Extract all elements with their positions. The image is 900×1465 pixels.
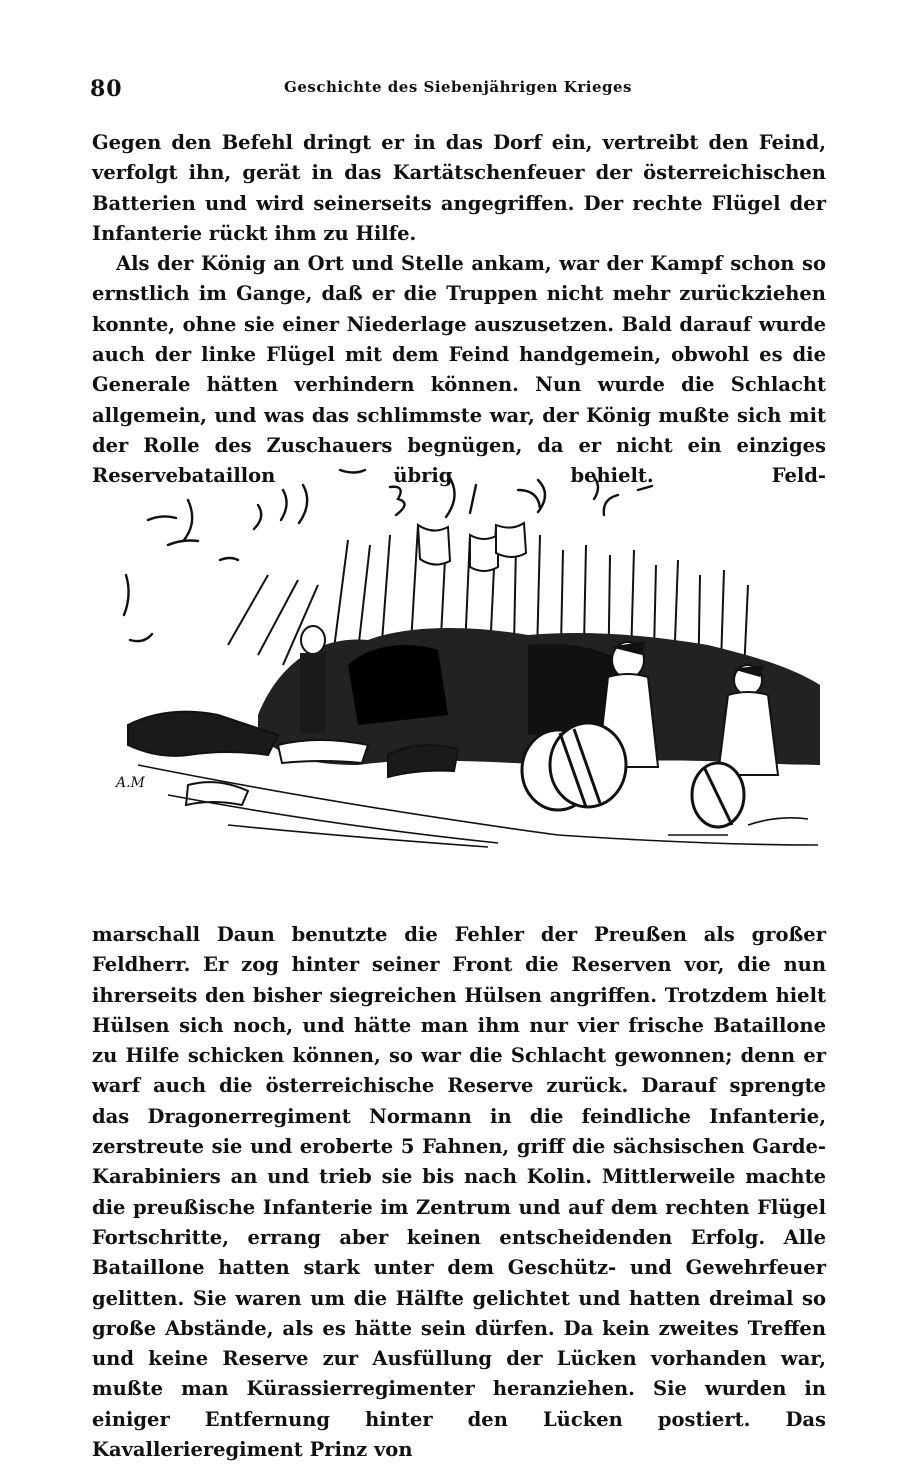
flags — [418, 523, 526, 571]
text-block-bottom — [92, 920, 826, 1465]
page-number: 80 — [90, 76, 123, 102]
running-title: Geschichte des Siebenjährigen Krieges — [284, 78, 632, 96]
paragraph: Gegen den Befehl dringt er in das Dorf ein, vertreibt den Feind, verfolgt ihn, gerät in das Kartätschenfeuer der österreichischen Batterien und wird seinerseits angegriffen. Der rechte Flügel der Infanterie rückt ihm zu Hilfe. — [92, 131, 826, 245]
battle-engraving — [108, 465, 820, 855]
paragraph: Als der König an Ort und Stelle ankam, war der Kampf schon so ernstlich im Gange, daß er die Truppen nicht mehr zurückziehen konnte, ohne sie einer Niederlage auszusetzen. Bald darauf wurde auch der linke Flügel mit dem Feind handgemein, obwohl es die Generale hätten verhindern können. Nun wurde die Schlacht allgemein, und was das schlimmste war, der König mußte sich mit der Rolle des Zuschauers begnügen, da er nicht ein einziges Reservebataillon übrig behielt. Feld- — [92, 252, 826, 488]
battle-illustration — [108, 465, 820, 855]
paragraph: marschall Daun benutzte die Fehler der Preußen als großer Feldherr. Er zog hinter seiner Front die Reserven vor, die nun ihrerseits den bisher siegreichen Hülsen angriffen. Trotzdem hielt Hülsen sich noch, und hätte man ihm nur vier frische Bataillone zu Hilfe schicken können, so war die Schlacht gewonnen; denn er warf auch die österreichische Reserve zurück. Darauf sprengte das Dragonerregiment Normann in die feindliche Infanterie, zerstreute sie und eroberte 5 Fahnen, griff die sächsischen Garde-Karabiniers an und trieb sie bis nach Kolin. Mittlerweile machte die preußische Infanterie im Zentrum und auf dem rechten Flügel Fortschritte, errang aber keinen entscheidenden Erfolg. Alle Bataillone hatten stark unter dem Geschütz- und Gewehrfeuer gelitten. Sie waren um die Hälfte gelichtet und hatten dreimal so große Abstände, als es hätte sein dürfen. Da kein zweites Treffen und keine Reserve zur Ausfüllung der Lücken vorhanden war, mußte man Kürassierregimenter heranziehen. Sie wurden in einiger Entfernung hinter den Lücken postiert. Das Kavallerieregiment Prinz von — [92, 923, 826, 1462]
artist-signature: A.M — [116, 775, 145, 791]
text-block-top — [92, 128, 826, 492]
page-header — [90, 76, 826, 106]
